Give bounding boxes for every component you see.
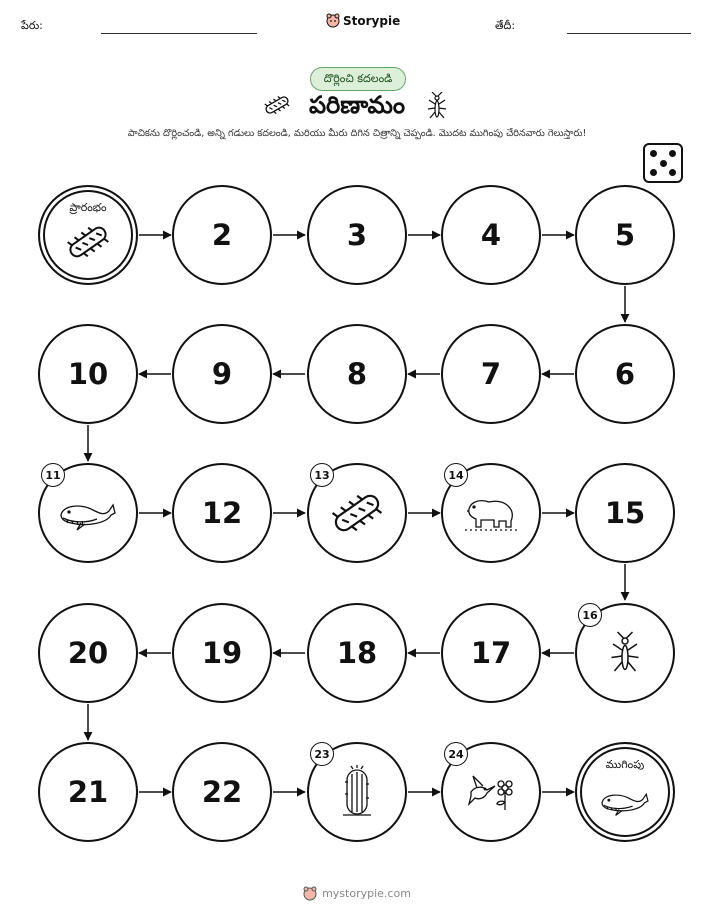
space-number: 3 <box>346 218 368 252</box>
board-space-13 <box>307 463 407 563</box>
brand-logo-icon <box>303 886 317 901</box>
space-badge: 14 <box>444 463 468 487</box>
space-number: 20 <box>67 636 109 670</box>
space-number: 9 <box>211 357 233 391</box>
whale-icon <box>598 784 652 818</box>
insect-icon <box>610 628 640 678</box>
bacteria-icon <box>63 222 113 262</box>
space-badge: 13 <box>310 463 334 487</box>
board-space-3 <box>307 185 407 285</box>
board-space-start <box>38 185 138 285</box>
board-space-9 <box>172 324 272 424</box>
board-space-22 <box>172 742 272 842</box>
board-space-11 <box>38 463 138 563</box>
cactus-icon <box>337 764 377 820</box>
whale-icon <box>57 493 119 533</box>
space-number: 2 <box>211 218 233 252</box>
instructions: పాచికను దొర్లించండి, అన్ని గడులు కదలండి, మరియు మీరు దిగిన చిత్రాన్ని చెప్పండి. మొదట ముగింపు చేరినవారు గెలుస్తారు! <box>127 128 587 139</box>
space-number: 18 <box>336 636 378 670</box>
board-space-8 <box>307 324 407 424</box>
board-space-21 <box>38 742 138 842</box>
space-number: 6 <box>614 357 636 391</box>
board-space-19 <box>172 603 272 703</box>
space-number: 4 <box>480 218 502 252</box>
bacteria-icon <box>327 490 387 536</box>
board-space-2 <box>172 185 272 285</box>
board-space-14 <box>441 463 541 563</box>
board-space-10 <box>38 324 138 424</box>
space-badge: 23 <box>310 742 334 766</box>
bear-icon <box>463 493 519 533</box>
space-number: 7 <box>480 357 502 391</box>
board-space-4 <box>441 185 541 285</box>
roll-badge: దొర్లించి కదలండి <box>310 67 406 91</box>
space-number: 17 <box>470 636 512 670</box>
board-space-18 <box>307 603 407 703</box>
board-space-12 <box>172 463 272 563</box>
footer <box>0 886 714 901</box>
space-number: 19 <box>201 636 243 670</box>
space-badge: 16 <box>578 603 602 627</box>
space-number: 8 <box>346 357 368 391</box>
board-space-16 <box>575 603 675 703</box>
board-space-17 <box>441 603 541 703</box>
space-number: 15 <box>604 496 646 530</box>
finish-label: ముగింపు <box>605 758 645 771</box>
board-space-6 <box>575 324 675 424</box>
bird-flower-icon <box>463 770 519 814</box>
board-space-23 <box>307 742 407 842</box>
name-label: పేరు: <box>21 19 43 32</box>
board-space-5 <box>575 185 675 285</box>
start-label: ప్రారంభం <box>69 201 107 214</box>
space-badge: 24 <box>444 742 468 766</box>
space-number: 10 <box>67 357 109 391</box>
space-number: 22 <box>201 775 243 809</box>
date-label: తేదీ: <box>495 19 516 32</box>
board-space-7 <box>441 324 541 424</box>
board-space-finish <box>575 742 675 842</box>
space-number: 5 <box>614 218 636 252</box>
footer-url[interactable]: mystorypie.com <box>322 887 411 900</box>
space-number: 21 <box>67 775 109 809</box>
space-badge: 11 <box>41 463 65 487</box>
page-title: పరిణామం <box>308 91 406 119</box>
brand-name: Storypie <box>343 13 401 28</box>
board-space-20 <box>38 603 138 703</box>
space-number: 12 <box>201 496 243 530</box>
board-space-15 <box>575 463 675 563</box>
board-space-24 <box>441 742 541 842</box>
